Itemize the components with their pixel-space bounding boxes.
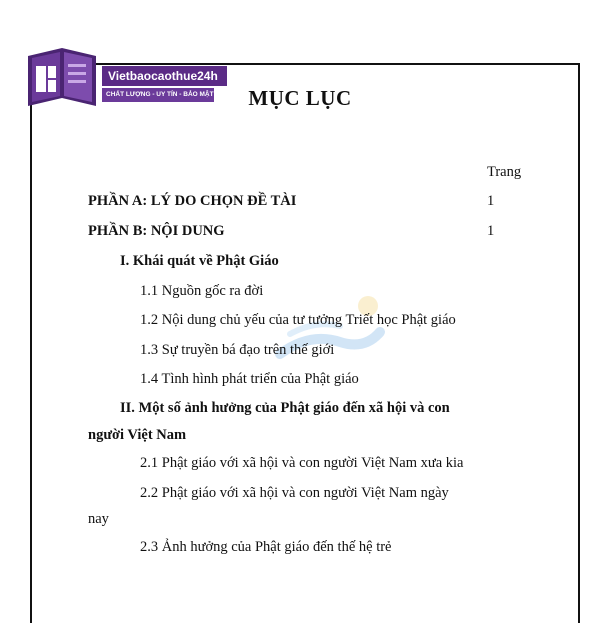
toc-entry-2-2[interactable]: 2.2 Phật giáo với xã hội và con người Việt Nam ngày <box>140 485 449 501</box>
toc-entry-part-b[interactable]: PHẦN B: NỘI DUNG <box>88 223 225 239</box>
toc-entry-part-a[interactable]: PHẦN A: LÝ DO CHỌN ĐỀ TÀI <box>88 193 297 209</box>
toc-page-number: 1 <box>487 223 495 239</box>
logo-tagline: CHẤT LƯỢNG - UY TÍN - BẢO MẬT <box>102 88 214 102</box>
toc-entry-2-3[interactable]: 2.3 Ảnh hưởng của Phật giáo đến thế hệ trẻ <box>140 539 392 555</box>
watermark-icon <box>270 292 390 372</box>
toc-entry-section-1[interactable]: I. Khái quát về Phật Giáo <box>120 253 279 269</box>
page-column-label: Trang <box>487 164 522 180</box>
toc-entry-1-4[interactable]: 1.4 Tình hình phát triển của Phật giáo <box>140 371 359 387</box>
toc-entry-2-2-continuation: nay <box>88 511 109 527</box>
toc-entry-1-1[interactable]: 1.1 Nguồn gốc ra đời <box>140 283 264 299</box>
toc-entry-section-2-continuation: người Việt Nam <box>88 427 187 443</box>
page-title: MỤC LỤC <box>248 86 352 110</box>
toc-entry-section-2[interactable]: II. Một số ảnh hưởng của Phật giáo đến xã hội và con <box>120 400 450 416</box>
toc-entry-1-2[interactable]: 1.2 Nội dung chủ yếu của tư tưởng Triết học Phật giáo <box>140 312 456 328</box>
toc-entry-2-1[interactable]: 2.1 Phật giáo với xã hội và con người Việt Nam xưa kia <box>140 455 464 471</box>
toc-page-number: 1 <box>487 193 495 209</box>
toc-entry-1-3[interactable]: 1.3 Sự truyền bá đạo trên thế giới <box>140 342 335 358</box>
logo-name: Vietbaocaothue24h <box>102 66 227 86</box>
